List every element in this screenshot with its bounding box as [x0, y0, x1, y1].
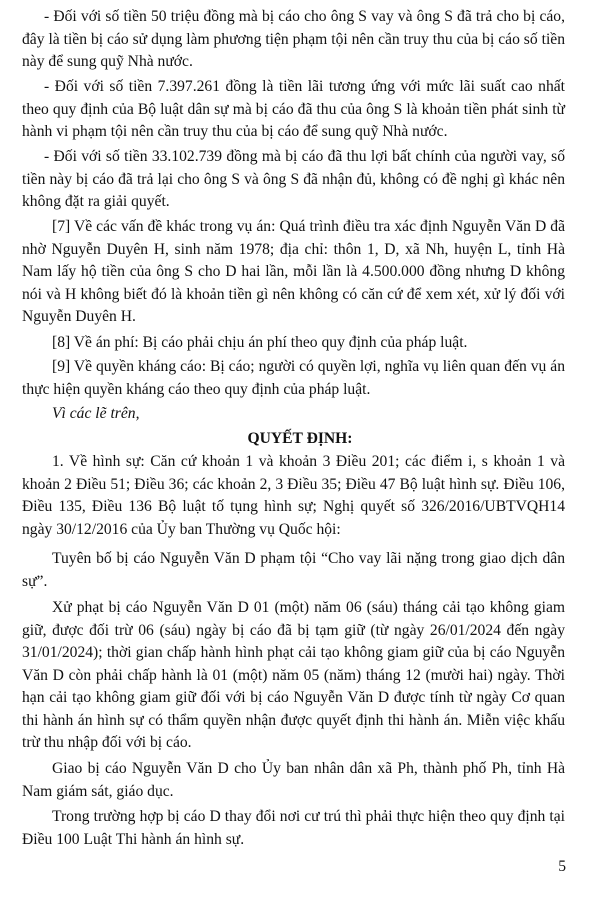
paragraph-sentence: Xử phạt bị cáo Nguyễn Văn D 01 (một) năm 06 (sáu) tháng cải tạo không giam giữ, được đối trừ 06 (sáu) ngày bị cáo đã bị tạm giữ (từ ngày 26/01/2024 đến ngày 31/01/2024); thời gian chấp hành hình phạt cải tạo không giam giữ của bị cáo Nguyễn Văn D còn phải chấp hành là 01 (một) năm 05 (năm) tháng 12 (mười hai) ngày. Thời hạn cải tạo không giam giữ đối với bị cáo Nguyễn Văn D được tính từ ngày Cơ quan thi hành án hình sự có thẩm quyền nhận được quyết định thi hành án. Miễn việc khấu trừ thu nhập đối với bị cáo.	[22, 599, 565, 751]
decision-heading: QUYẾT ĐỊNH:	[247, 430, 353, 447]
paragraph-residence-change: Trong trường hợp bị cáo D thay đổi nơi cư trú thì phải thực hiện theo quy định tại Điều 100 Luật Thi hành án hình sự.	[22, 808, 565, 848]
paragraph-illicit-33m: - Đối với số tiền 33.102.739 đồng mà bị cáo đã thu lợi bất chính của người vay, số tiền này bị cáo đã trả lại cho ông S và ông S đã nhận đủ, không có đề nghị gì khác nên không đặt ra giải quyết.	[22, 148, 565, 210]
paragraph-supervision: Giao bị cáo Nguyễn Văn D cho Ủy ban nhân dân xã Ph, thành phố Ph, tỉnh Hà Nam giám sát, giáo dục.	[22, 760, 565, 800]
paragraph-debt-50m: - Đối với số tiền 50 triệu đồng mà bị cáo cho ông S vay và ông S đã trả cho bị cáo, đây là tiền bị cáo sử dụng làm phương tiện phạm tội nên cần truy thu của bị cáo số tiền này để sung quỹ Nhà nước.	[22, 8, 565, 70]
paragraph-verdict: Tuyên bố bị cáo Nguyễn Văn D phạm tội “Cho vay lãi nặng trong giao dịch dân sự”.	[22, 550, 565, 590]
paragraph-other-issues: [7] Về các vấn đề khác trong vụ án: Quá trình điều tra xác định Nguyễn Văn D đã nhờ Nguyễn Duyên H, sinh năm 1978; địa chỉ: thôn 1, D, xã Nh, huyện L, tỉnh Hà Nam lấy hộ tiền của ông S cho D hai lần, mỗi lần là 4.500.000 đồng nhưng D không nói và H không biết đó là khoản tiền gì nên không có căn cứ để xem xét, xử lý đối với Nguyễn Duyên H.	[22, 218, 565, 325]
paragraph-criminal-basis: 1. Về hình sự: Căn cứ khoản 1 và khoản 3 Điều 201; các điểm i, s khoản 1 và khoản 2 Điều 51; Điều 36; các khoản 2, 3 Điều 35; Điều 47 Bộ luật hình sự. Điều 106, Điều 135, Điều 136 Bộ luật tố tụng hình sự; Nghị quyết số 326/2016/UBTVQH14 ngày 30/12/2016 của Ủy ban Thường vụ Quốc hội:	[22, 453, 565, 538]
page-number: 5	[558, 858, 566, 875]
paragraph-court-fees: [8] Về án phí: Bị cáo phải chịu án phí theo quy định của pháp luật.	[52, 334, 468, 351]
paragraph-interest-7m: - Đối với số tiền 7.397.261 đồng là tiền lãi tương ứng với mức lãi suất cao nhất theo quy định của Bộ luật dân sự mà bị cáo đã thu của ông S là khoản tiền phát sinh từ hành vi phạm tội nên cần truy thu của bị cáo để sung quỹ Nhà nước.	[22, 78, 565, 140]
paragraph-reasons: Vì các lẽ trên,	[52, 405, 140, 422]
paragraph-appeal-rights: [9] Về quyền kháng cáo: Bị cáo; người có quyền lợi, nghĩa vụ liên quan đến vụ án thực hiện quyền kháng cáo theo quy định của pháp luật.	[22, 358, 565, 398]
